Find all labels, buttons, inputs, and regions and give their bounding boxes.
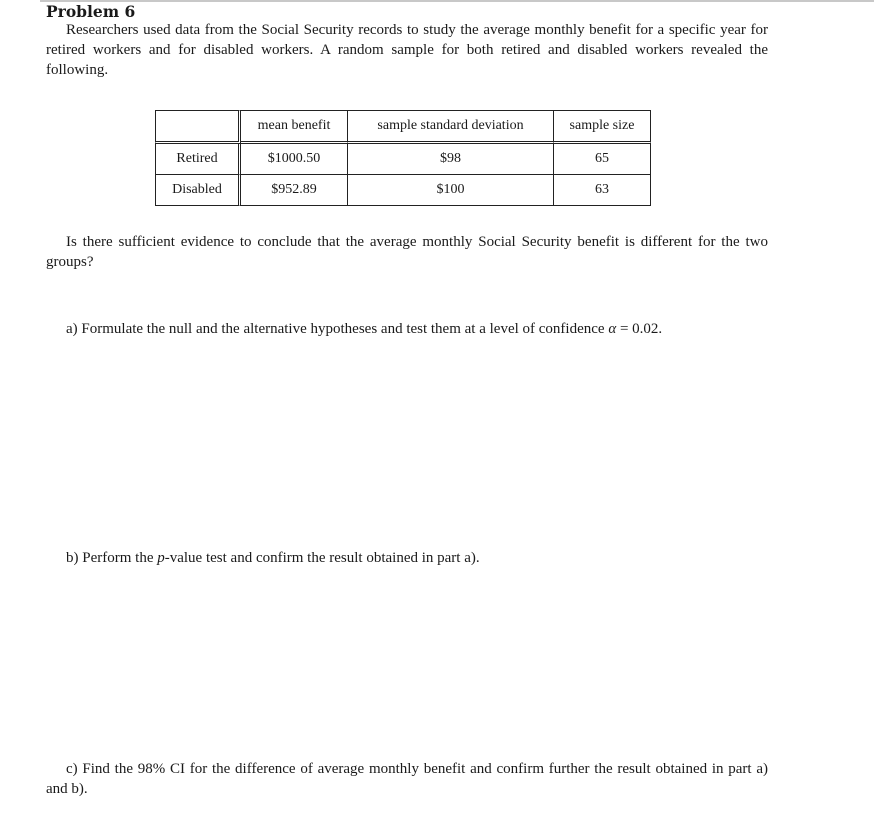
row-n: 63 [554, 175, 651, 206]
table-header-empty [155, 110, 241, 144]
table-header-row [155, 110, 651, 144]
row-n: 65 [554, 144, 651, 175]
table-row-retired [155, 144, 651, 175]
data-table [155, 110, 651, 206]
alpha-symbol: α [608, 321, 617, 337]
problem-intro: Researchers used data from the Social Security records to study the average monthly benefit for a specific year for retired workers and for disabled workers. A random sample for both retired and disabled workers revealed the following. [46, 22, 768, 78]
row-label: Retired [155, 144, 241, 175]
part-b-prefix: b) Perform the [66, 550, 158, 566]
part-a-text: a) Formulate the null and the alternative hypotheses and test them at a level of confidence [66, 321, 605, 337]
table-header-sd: sample standard deviation [348, 110, 554, 144]
part-b [46, 548, 768, 568]
alpha-value: = 0.02. [616, 321, 663, 337]
row-mean: $1000.50 [241, 144, 348, 175]
part-b-suffix: -value test and confirm the result obtained in part a). [164, 550, 480, 566]
row-mean: $952.89 [241, 175, 348, 206]
table-row-disabled [155, 175, 651, 206]
table-header-n: sample size [554, 110, 651, 144]
row-sd: $98 [348, 144, 554, 175]
part-c: c) Find the 98% CI for the difference of average monthly benefit and confirm further the result obtained in part a) and b). [46, 761, 768, 797]
part-b-p: p [157, 550, 165, 566]
top-rule [40, 0, 874, 2]
row-label: Disabled [155, 175, 241, 206]
table-header-mean: mean benefit [241, 110, 348, 144]
problem-title: Problem 6 [46, 2, 136, 21]
question-text: Is there sufficient evidence to conclude that the average monthly Social Security benefit is different for the two groups? [46, 234, 768, 270]
row-sd: $100 [348, 175, 554, 206]
part-a [46, 319, 768, 339]
